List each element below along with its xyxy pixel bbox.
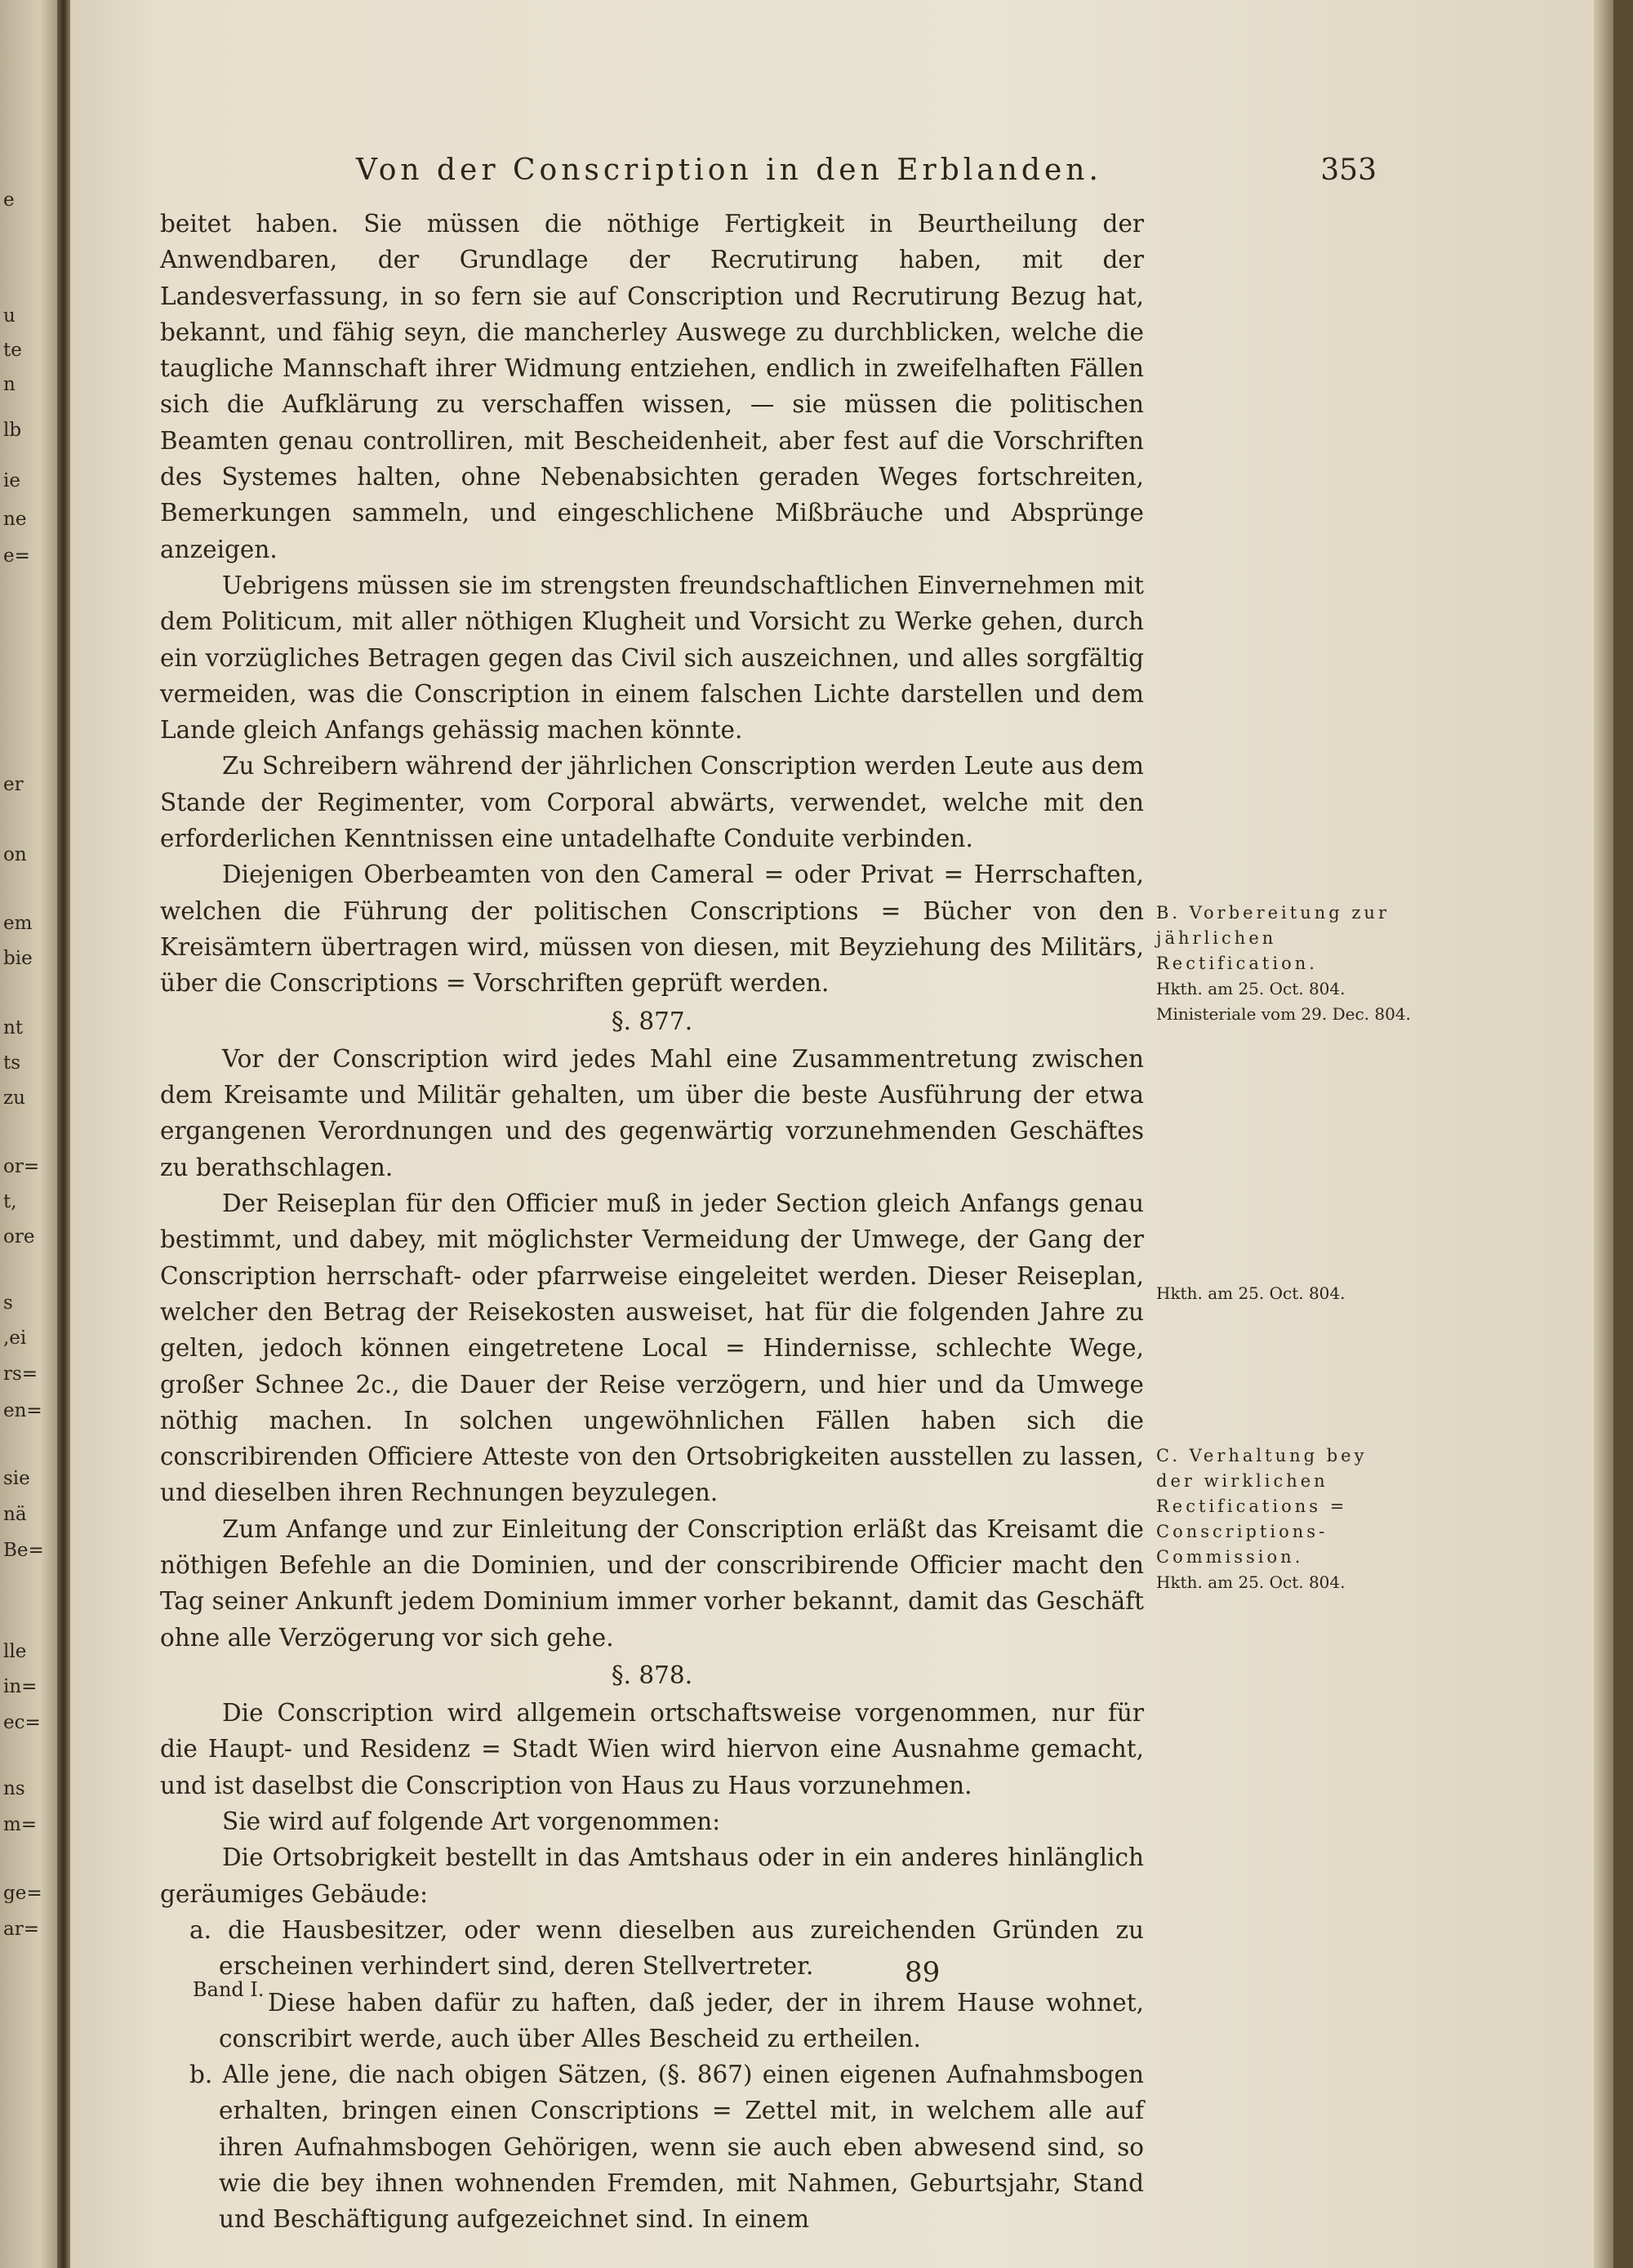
prev-page-fragment: ar= xyxy=(3,1920,39,1939)
book-gutter xyxy=(57,0,70,2268)
prev-page-fragment: s xyxy=(3,1294,13,1313)
prev-page-fragment: sie xyxy=(3,1470,30,1488)
margin-note-b-title: B. Vorbereitung zur jährlichen Rectification. xyxy=(1156,903,1390,973)
prev-page-fragment: te xyxy=(3,341,22,360)
prev-page-fragment: rs= xyxy=(3,1365,38,1384)
book-page xyxy=(70,0,1613,2268)
prev-page-fragment: ,ei xyxy=(3,1329,27,1348)
paragraph: Zu Schreibern während der jährlichen Conscription werden Leute aus dem Stande der Regimenter, vom Corporal abwärts, verwendet, welche mit den erforderlichen Kenntnissen eine untadelhafte Conduite verbinden. xyxy=(160,752,1144,853)
prev-page-fragment: ec= xyxy=(3,1714,41,1732)
prev-page-fragment: t, xyxy=(3,1193,17,1212)
margin-note-c-ref: Hkth. am 25. Oct. 804. xyxy=(1156,1572,1346,1592)
running-header xyxy=(291,153,1409,193)
paragraph: Die Conscription wird allgemein ortschaftsweise vorgenommen, nur für die Haupt- und Residenz = Stadt Wien wird hiervon eine Ausnahme gemacht, und ist daselbst die Conscription von Haus zu Haus vorzunehmen. xyxy=(160,1699,1144,1799)
prev-page-fragment: u xyxy=(3,307,16,326)
paragraph: Zum Anfange und zur Einleitung der Conscription erläßt das Kreisamt die nöthigen Befehle an die Dominien, und der conscribirende Officier macht den Tag seiner Ankunft jedem Dominium immer vorher bekannt, damit das Geschäft ohne alle Verzögerung vor sich gehe. xyxy=(160,1514,1144,1652)
list-item-b: b. Alle jene, die nach obigen Sätzen, (§. 867) einen eigenen Aufnahmsbogen erhalten, bringen einen Conscriptions = Zettel mit, in welchem alle auf ihren Aufnahmsbogen Gehörigen, wenn sie auch eben abwesend sind, so wie die bey ihnen wohnenden Fremden, mit Nahmen, Geburtsjahr, Stand und Beschäftigung aufgezeichnet sind. In einem xyxy=(189,2061,1144,2234)
paragraph: Vor der Conscription wird jedes Mahl eine Zusammentretung zwischen dem Kreisamte und Militär gehalten, um über die beste Ausführung der etwa ergangenen Verordnungen und des gegenwärtig vorzunehmenden Geschäftes zu berathschlagen. xyxy=(160,1044,1144,1181)
list-item-a-continuation: Diese haben dafür zu haften, daß jeder, der in ihrem Hause wohnet, conscribirt werde, auch über Alles Bescheid zu ertheilen. xyxy=(219,1988,1144,2052)
prev-page-fragment: in= xyxy=(3,1678,38,1697)
margin-note-ref-text: Hkth. am 25. Oct. 804. xyxy=(1156,1283,1346,1303)
margin-note-c xyxy=(1156,1443,1403,1595)
prev-page-fragment: er xyxy=(3,776,24,794)
prev-page-fragment: ts xyxy=(3,1054,21,1073)
prev-page-fragment: on xyxy=(3,846,27,865)
prev-page-fragment: ge= xyxy=(3,1884,42,1903)
volume-label: Band I. xyxy=(193,1978,265,2001)
prev-page-fragment: ore xyxy=(3,1228,35,1247)
prev-page-fragment: e xyxy=(3,191,15,210)
prev-page-fragment: em xyxy=(3,914,33,933)
prev-page-fragment: e= xyxy=(3,547,30,566)
paragraph: Diejenigen Oberbeamten von den Cameral = oder Privat = Herrschaften, welchen die Führung der politischen Conscriptions = Bücher von den Kreisämtern übertragen wird, müssen von diesen, mit Beyziehung des Militärs, über die Conscriptions = Vorschriften geprüft werden. xyxy=(160,861,1144,998)
prev-page-fragment: lb xyxy=(3,421,22,440)
page-number: 353 xyxy=(1320,153,1377,187)
prev-page-fragment: ne xyxy=(3,510,27,529)
prev-page-fragment: ns xyxy=(3,1780,25,1799)
running-title: Von der Conscription in den Erblanden. xyxy=(356,153,1102,187)
prev-page-fragment: bie xyxy=(3,949,33,968)
previous-page-edge xyxy=(0,0,57,2268)
page-edge xyxy=(1594,0,1613,2268)
prev-page-fragment: lle xyxy=(3,1643,27,1661)
signature-mark: 89 xyxy=(905,1956,941,1989)
prev-page-fragment: n xyxy=(3,376,16,394)
paragraph: Die Ortsobrigkeit bestellt in das Amtshaus oder in ein anderes hinlänglich geräumiges Gebäude: xyxy=(160,1843,1144,1908)
prev-page-fragment: nt xyxy=(3,1019,24,1038)
section-heading-877: §. 877. xyxy=(611,1007,693,1035)
prev-page-fragment: en= xyxy=(3,1402,42,1421)
margin-note-b-ref: Ministeriale vom 29. Dec. 804. xyxy=(1156,1004,1411,1024)
section-heading-878: §. 878. xyxy=(611,1661,693,1689)
margin-note-c-title: C. Verhaltung bey der wirklichen Rectifications = Conscriptions-Commission. xyxy=(1156,1446,1368,1567)
prev-page-fragment: m= xyxy=(3,1816,38,1834)
margin-note-b-ref: Hkth. am 25. Oct. 804. xyxy=(1156,979,1346,998)
prev-page-fragment: or= xyxy=(3,1158,40,1176)
prev-page-fragment: nä xyxy=(3,1505,27,1524)
paragraph: beitet haben. Sie müssen die nöthige Fertigkeit in Beurtheilung der Anwendbaren, der Grundlage der Recrutirung haben, mit der Landesverfassung, in so fern sie auf Conscription und Recrutirung Bezug hat, bekannt, und fähig seyn, die mancherley Auswege zu durchblicken, welche die taugliche Mannschaft ihrer Widmung entziehen, endlich in zweifelhaften Fällen sich die Aufklärung zu verschaffen wissen, — sie müssen die politischen Beamten genau controlliren, mit Bescheidenheit, aber fest auf die Vorschriften des Systemes halten, ohne Nebenabsichten geraden Weges fortschreiten, Bemerkungen sammeln, und eingeschlichene Mißbräuche und Absprünge anzeigen. xyxy=(160,210,1144,563)
paragraph: Sie wird auf folgende Art vorgenommen: xyxy=(222,1808,721,1836)
main-text xyxy=(160,206,1144,2238)
prev-page-fragment: Be= xyxy=(3,1541,44,1560)
list-item-a: a. die Hausbesitzer, oder wenn dieselben aus zureichenden Gründen zu erscheinen verhindert sind, deren Stellvertreter. xyxy=(189,1915,1144,1981)
paragraph: Uebrigens müssen sie im strengsten freundschaftlichen Einvernehmen mit dem Politicum, mit aller nöthigen Klugheit und Vorsicht zu Werke gehen, durch ein vorzügliches Betragen gegen das Civil sich auszeichnen, und alles sorgfältig vermeiden, was die Conscription in einem falschen Lichte darstellen und dem Lande gleich Anfangs gehässig machen könnte. xyxy=(160,571,1144,745)
prev-page-fragment: zu xyxy=(3,1089,25,1108)
prev-page-fragment: ie xyxy=(3,472,20,491)
paragraph: Der Reiseplan für den Officier muß in jeder Section gleich Anfangs genau bestimmt, und dabey, mit möglichster Vermeidung der Umwege, der Gang der Conscription herrschaft- oder pfarrweise eingeleitet werden. Dieser Reiseplan, welcher den Betrag der Reisekosten ausweiset, hat für die folgenden Jahre zu gelten, jedoch können eingetretene Local = Hindernisse, schlechte Wege, großer Schnee 2c., die Dauer der Reise verzögern, und hier und da Umwege nöthig machen. In solchen ungewöhnlichen Fällen haben sich die conscribirenden Officiere Atteste von den Ortsobrigkeiten ausstellen zu lassen, und dieselben ihren Rechnungen beyzulegen. xyxy=(160,1190,1144,1507)
margin-note-ref xyxy=(1156,1281,1403,1306)
margin-note-b xyxy=(1156,901,1411,1027)
